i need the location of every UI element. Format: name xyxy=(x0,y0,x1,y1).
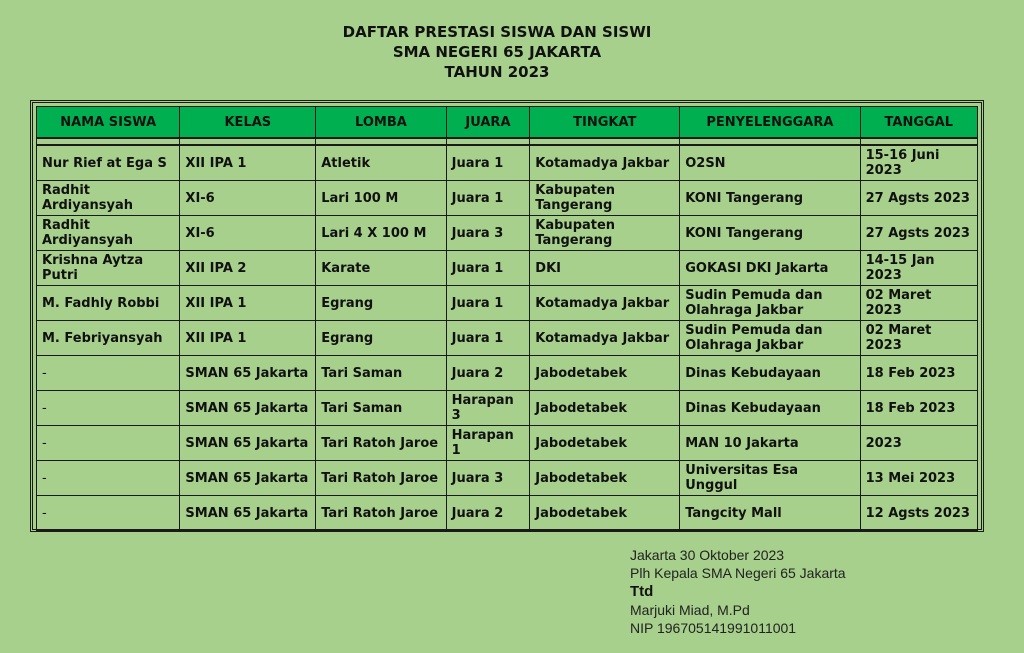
cell-nama-siswa: - xyxy=(37,496,180,531)
cell-penyelenggara: Sudin Pemuda dan Olahraga Jakbar xyxy=(680,321,860,356)
table-row xyxy=(37,216,978,251)
cell-nama-siswa: - xyxy=(37,426,180,461)
cell-penyelenggara: Universitas Esa Unggul xyxy=(680,461,860,496)
cell-tanggal: 12 Agsts 2023 xyxy=(860,496,977,531)
table-row xyxy=(37,251,978,286)
cell-penyelenggara: KONI Tangerang xyxy=(680,181,860,216)
signature-nip: NIP 196705141991011001 xyxy=(630,620,797,636)
cell-kelas: XI-6 xyxy=(180,181,316,216)
cell-penyelenggara: Sudin Pemuda dan Olahraga Jakbar xyxy=(680,286,860,321)
header-lomba: LOMBA xyxy=(316,107,446,139)
table-spacer-row xyxy=(37,138,978,145)
cell-tanggal: 15-16 Juni 2023 xyxy=(860,145,977,181)
cell-juara: Juara 1 xyxy=(446,145,530,181)
cell-lomba: Tari Saman xyxy=(316,391,446,426)
cell-penyelenggara: GOKASI DKI Jakarta xyxy=(680,251,860,286)
cell-juara: Juara 3 xyxy=(446,461,530,496)
table-row xyxy=(37,391,978,426)
title-line-3: TAHUN 2023 xyxy=(444,63,550,81)
cell-juara: Juara 2 xyxy=(446,496,530,531)
signature-place-date: Jakarta 30 Oktober 2023 xyxy=(630,547,785,563)
achievement-table-frame xyxy=(30,100,984,532)
cell-nama-siswa: M. Fadhly Robbi xyxy=(37,286,180,321)
cell-nama-siswa: M. Febriyansyah xyxy=(37,321,180,356)
cell-tanggal: 2023 xyxy=(860,426,977,461)
cell-penyelenggara: Dinas Kebudayaan xyxy=(680,391,860,426)
cell-lomba: Tari Ratoh Jaroe xyxy=(316,426,446,461)
cell-tanggal: 14-15 Jan 2023 xyxy=(860,251,977,286)
cell-tingkat: Kotamadya Jakbar xyxy=(530,145,680,181)
cell-lomba: Karate xyxy=(316,251,446,286)
cell-kelas: XII IPA 2 xyxy=(180,251,316,286)
cell-lomba: Egrang xyxy=(316,286,446,321)
cell-lomba: Tari Saman xyxy=(316,356,446,391)
cell-kelas: SMAN 65 Jakarta xyxy=(180,356,316,391)
cell-juara: Juara 2 xyxy=(446,356,530,391)
cell-lomba: Tari Ratoh Jaroe xyxy=(316,461,446,496)
cell-juara: Juara 1 xyxy=(446,321,530,356)
cell-tanggal: 18 Feb 2023 xyxy=(860,356,977,391)
cell-juara: Juara 1 xyxy=(446,286,530,321)
table-row xyxy=(37,321,978,356)
signature-position: Plh Kepala SMA Negeri 65 Jakarta xyxy=(630,565,846,581)
cell-juara: Juara 1 xyxy=(446,251,530,286)
cell-tingkat: Jabodetabek xyxy=(530,496,680,531)
header-tingkat: TINGKAT xyxy=(530,107,680,139)
cell-tingkat: Jabodetabek xyxy=(530,426,680,461)
cell-kelas: SMAN 65 Jakarta xyxy=(180,391,316,426)
cell-nama-siswa: - xyxy=(37,391,180,426)
cell-juara: Harapan 1 xyxy=(446,426,530,461)
header-kelas: KELAS xyxy=(180,107,316,139)
title-line-1: DAFTAR PRESTASI SISWA DAN SISWI xyxy=(342,23,652,41)
cell-lomba: Atletik xyxy=(316,145,446,181)
title-line-2: SMA NEGERI 65 JAKARTA xyxy=(392,43,602,61)
cell-kelas: SMAN 65 Jakarta xyxy=(180,496,316,531)
cell-tingkat: Jabodetabek xyxy=(530,391,680,426)
cell-kelas: XII IPA 1 xyxy=(180,145,316,181)
cell-lomba: Egrang xyxy=(316,321,446,356)
table-row xyxy=(37,145,978,181)
table-row xyxy=(37,181,978,216)
table-row xyxy=(37,461,978,496)
header-nama-siswa: NAMA SISWA xyxy=(37,107,180,139)
cell-kelas: SMAN 65 Jakarta xyxy=(180,426,316,461)
header-tanggal: TANGGAL xyxy=(860,107,977,139)
table-row xyxy=(37,356,978,391)
signature-block xyxy=(630,546,846,637)
signature-ttd: Ttd xyxy=(630,583,654,600)
cell-juara: Juara 3 xyxy=(446,216,530,251)
cell-nama-siswa: Krishna Aytza Putri xyxy=(37,251,180,286)
cell-kelas: XII IPA 1 xyxy=(180,321,316,356)
cell-penyelenggara: KONI Tangerang xyxy=(680,216,860,251)
table-row xyxy=(37,426,978,461)
cell-penyelenggara: Tangcity Mall xyxy=(680,496,860,531)
cell-penyelenggara: O2SN xyxy=(680,145,860,181)
cell-tingkat: Kotamadya Jakbar xyxy=(530,321,680,356)
cell-tanggal: 18 Feb 2023 xyxy=(860,391,977,426)
table-row xyxy=(37,496,978,531)
cell-penyelenggara: MAN 10 Jakarta xyxy=(680,426,860,461)
cell-kelas: XII IPA 1 xyxy=(180,286,316,321)
cell-tingkat: DKI xyxy=(530,251,680,286)
cell-lomba: Lari 4 X 100 M xyxy=(316,216,446,251)
cell-nama-siswa: Radhit Ardiyansyah xyxy=(37,216,180,251)
cell-tingkat: Jabodetabek xyxy=(530,356,680,391)
cell-kelas: SMAN 65 Jakarta xyxy=(180,461,316,496)
cell-nama-siswa: Nur Rief at Ega S xyxy=(37,145,180,181)
cell-tanggal: 02 Maret 2023 xyxy=(860,321,977,356)
cell-nama-siswa: - xyxy=(37,461,180,496)
cell-tanggal: 13 Mei 2023 xyxy=(860,461,977,496)
table-row xyxy=(37,286,978,321)
header-juara: JUARA xyxy=(446,107,530,139)
cell-kelas: XI-6 xyxy=(180,216,316,251)
cell-tanggal: 02 Maret 2023 xyxy=(860,286,977,321)
cell-tanggal: 27 Agsts 2023 xyxy=(860,216,977,251)
table-header-row xyxy=(37,107,978,139)
cell-tingkat: Kabupaten Tangerang xyxy=(530,216,680,251)
signature-name: Marjuki Miad, M.Pd xyxy=(630,602,750,618)
cell-nama-siswa: Radhit Ardiyansyah xyxy=(37,181,180,216)
achievement-table xyxy=(36,106,978,531)
cell-juara: Harapan 3 xyxy=(446,391,530,426)
header-penyelenggara: PENYELENGGARA xyxy=(680,107,860,139)
cell-tanggal: 27 Agsts 2023 xyxy=(860,181,977,216)
cell-juara: Juara 1 xyxy=(446,181,530,216)
cell-tingkat: Jabodetabek xyxy=(530,461,680,496)
cell-nama-siswa: - xyxy=(37,356,180,391)
cell-tingkat: Kabupaten Tangerang xyxy=(530,181,680,216)
cell-lomba: Tari Ratoh Jaroe xyxy=(316,496,446,531)
cell-tingkat: Kotamadya Jakbar xyxy=(530,286,680,321)
cell-penyelenggara: Dinas Kebudayaan xyxy=(680,356,860,391)
document-title xyxy=(0,22,994,82)
cell-lomba: Lari 100 M xyxy=(316,181,446,216)
